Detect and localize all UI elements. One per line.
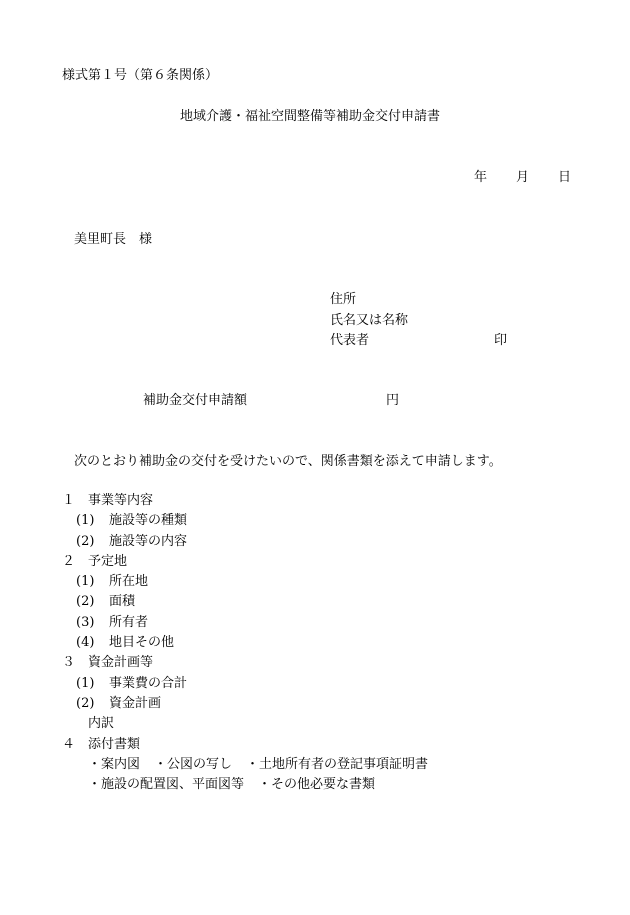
amount-label: 補助金交付申請額 xyxy=(143,393,248,408)
breakdown-label: 内訳 xyxy=(88,716,115,732)
section-item xyxy=(60,574,428,594)
section-label: 事業等内容 xyxy=(88,493,154,508)
section-item xyxy=(60,696,428,716)
date-year-label: 年 xyxy=(474,170,488,185)
item-label: 施設等の種類 xyxy=(109,513,188,529)
item-label: 地目その他 xyxy=(109,635,175,651)
section-label: 資金計画等 xyxy=(88,655,154,671)
item-number: (1) xyxy=(76,675,95,691)
section-item xyxy=(60,615,428,635)
section-heading xyxy=(60,655,428,675)
section-label: 予定地 xyxy=(88,553,128,569)
section-heading xyxy=(60,737,428,757)
item-number: (2) xyxy=(76,695,95,711)
attachment-item: ・施設の配置図、平面図等 xyxy=(88,777,245,793)
addressee xyxy=(74,232,152,248)
addressee-honorific: 様 xyxy=(139,232,153,247)
section-number: ２ xyxy=(62,553,76,569)
item-number: (3) xyxy=(76,614,95,630)
section-item xyxy=(60,594,428,614)
amount-unit: 円 xyxy=(386,393,400,408)
addressee-name: 美里町長 xyxy=(74,232,127,247)
section-list xyxy=(60,493,428,797)
attachment-line xyxy=(60,757,428,777)
section-label: 添付書類 xyxy=(88,736,141,752)
section-item xyxy=(60,534,428,554)
item-number: (1) xyxy=(76,513,95,529)
attachment-line xyxy=(60,777,428,797)
item-label: 面積 xyxy=(109,594,136,610)
item-number: (1) xyxy=(76,574,95,590)
section-heading xyxy=(60,554,428,574)
form-number: 様式第１号（第６条関係） xyxy=(62,68,219,83)
section-heading xyxy=(60,493,428,513)
item-label: 所在地 xyxy=(109,574,149,590)
section-number: ４ xyxy=(62,736,76,752)
attachment-item: ・公図の写し xyxy=(154,756,233,772)
item-label: 施設等の内容 xyxy=(109,533,188,549)
item-label: 所有者 xyxy=(109,614,149,630)
request-statement: 次のとおり補助金の交付を受けたいので、関係書類を添えて申請します。 xyxy=(74,454,502,469)
applicant-address-label: 住所 xyxy=(330,292,357,307)
document-title: 地域介護・福祉空間整備等補助金交付申請書 xyxy=(180,109,441,124)
section-number: １ xyxy=(62,493,76,508)
section-item xyxy=(60,635,428,655)
applicant-representative-label: 代表者 xyxy=(330,333,370,348)
item-label: 事業費の合計 xyxy=(109,675,188,691)
item-label: 資金計画 xyxy=(109,695,162,711)
item-number: (4) xyxy=(76,635,95,651)
attachment-item: ・土地所有者の登記事項証明書 xyxy=(246,756,429,772)
section-number: ３ xyxy=(62,655,76,671)
item-number: (2) xyxy=(76,594,95,610)
attachment-item: ・案内図 xyxy=(88,756,141,772)
applicant-name-label: 氏名又は名称 xyxy=(330,313,409,328)
date-month-label: 月 xyxy=(516,170,530,185)
attachment-item: ・その他必要な書類 xyxy=(258,777,376,793)
seal-mark: 印 xyxy=(494,333,508,348)
date-day-label: 日 xyxy=(558,170,572,185)
section-item xyxy=(60,513,428,533)
item-number: (2) xyxy=(76,533,95,549)
section-item xyxy=(60,676,428,696)
